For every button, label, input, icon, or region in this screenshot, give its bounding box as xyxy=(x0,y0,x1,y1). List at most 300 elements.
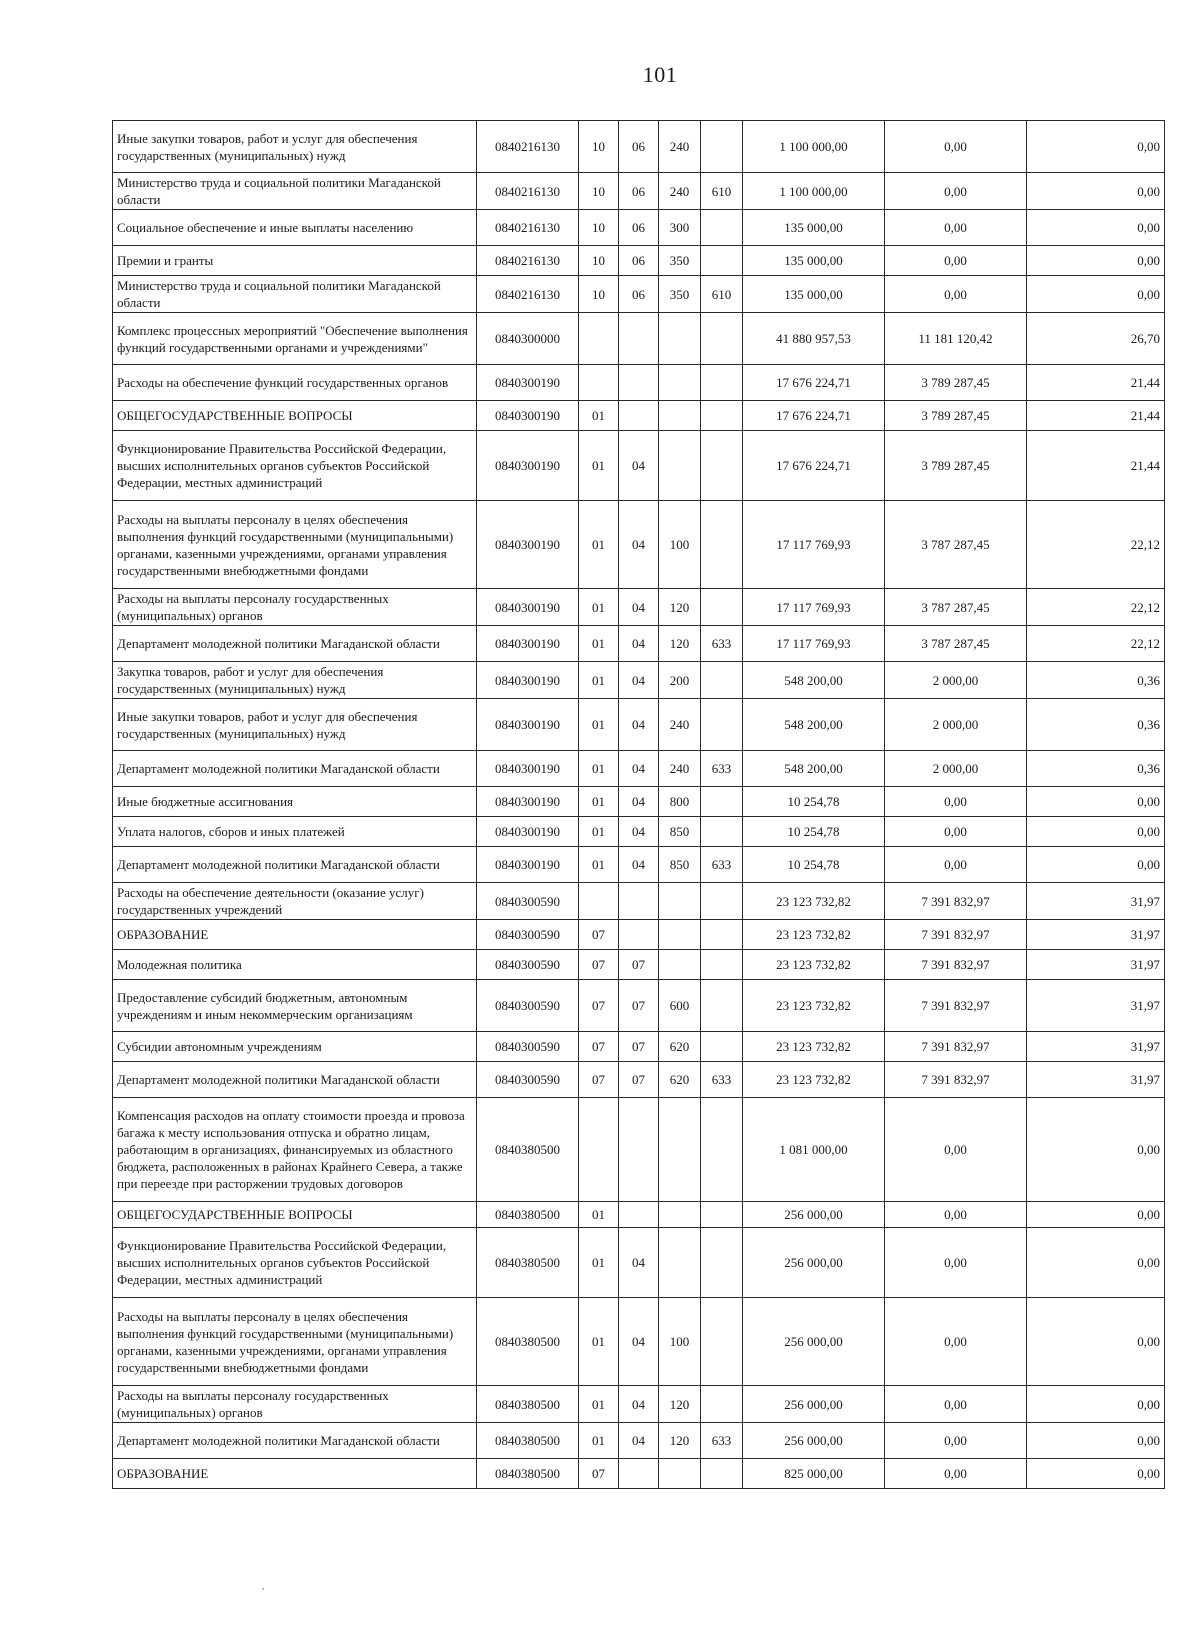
row-plan-amount-cell: 17 676 224,71 xyxy=(743,365,885,401)
row-target-code-cell: 0840300190 xyxy=(477,431,579,501)
row-executed-amount-cell: 0,00 xyxy=(885,1228,1027,1298)
row-administrator-cell xyxy=(701,1298,743,1386)
table-row xyxy=(113,980,1165,1032)
row-administrator-cell: 633 xyxy=(701,751,743,787)
row-subsection-cell: 04 xyxy=(619,847,659,883)
row-administrator-cell xyxy=(701,1098,743,1202)
row-expense-type-cell xyxy=(659,920,701,950)
row-expense-type-cell: 120 xyxy=(659,1423,701,1459)
row-executed-amount-cell: 0,00 xyxy=(885,1423,1027,1459)
row-subsection-cell: 04 xyxy=(619,699,659,751)
table-row xyxy=(113,1228,1165,1298)
row-name-cell: Департамент молодежной политики Магаданской области xyxy=(113,626,477,662)
row-administrator-cell xyxy=(701,401,743,431)
row-target-code-cell: 0840380500 xyxy=(477,1459,579,1489)
row-section-cell xyxy=(579,365,619,401)
row-percent-cell: 0,36 xyxy=(1027,662,1165,699)
row-executed-amount-cell: 2 000,00 xyxy=(885,699,1027,751)
row-administrator-cell xyxy=(701,365,743,401)
table-row xyxy=(113,920,1165,950)
row-percent-cell: 0,00 xyxy=(1027,1228,1165,1298)
row-percent-cell: 0,00 xyxy=(1027,817,1165,847)
row-section-cell: 01 xyxy=(579,699,619,751)
row-section-cell: 01 xyxy=(579,401,619,431)
row-executed-amount-cell: 7 391 832,97 xyxy=(885,883,1027,920)
row-administrator-cell: 633 xyxy=(701,847,743,883)
row-percent-cell: 22,12 xyxy=(1027,501,1165,589)
row-subsection-cell: 04 xyxy=(619,501,659,589)
row-executed-amount-cell: 3 787 287,45 xyxy=(885,589,1027,626)
row-section-cell: 01 xyxy=(579,589,619,626)
row-plan-amount-cell: 41 880 957,53 xyxy=(743,313,885,365)
row-plan-amount-cell: 10 254,78 xyxy=(743,847,885,883)
table-row xyxy=(113,501,1165,589)
row-section-cell: 01 xyxy=(579,751,619,787)
row-expense-type-cell: 240 xyxy=(659,121,701,173)
row-name-cell: Молодежная политика xyxy=(113,950,477,980)
table-row xyxy=(113,1202,1165,1228)
row-administrator-cell: 610 xyxy=(701,276,743,313)
row-subsection-cell xyxy=(619,883,659,920)
row-expense-type-cell: 200 xyxy=(659,662,701,699)
row-expense-type-cell: 100 xyxy=(659,501,701,589)
row-section-cell: 01 xyxy=(579,1423,619,1459)
row-executed-amount-cell: 0,00 xyxy=(885,1202,1027,1228)
row-expense-type-cell xyxy=(659,401,701,431)
row-percent-cell: 22,12 xyxy=(1027,626,1165,662)
row-plan-amount-cell: 548 200,00 xyxy=(743,751,885,787)
row-plan-amount-cell: 23 123 732,82 xyxy=(743,883,885,920)
row-target-code-cell: 0840380500 xyxy=(477,1202,579,1228)
row-expense-type-cell: 620 xyxy=(659,1032,701,1062)
row-executed-amount-cell: 11 181 120,42 xyxy=(885,313,1027,365)
row-plan-amount-cell: 17 676 224,71 xyxy=(743,401,885,431)
row-plan-amount-cell: 135 000,00 xyxy=(743,246,885,276)
row-subsection-cell: 06 xyxy=(619,121,659,173)
row-target-code-cell: 0840300190 xyxy=(477,699,579,751)
row-target-code-cell: 0840300190 xyxy=(477,847,579,883)
row-administrator-cell xyxy=(701,313,743,365)
row-target-code-cell: 0840216130 xyxy=(477,210,579,246)
row-subsection-cell xyxy=(619,1098,659,1202)
row-target-code-cell: 0840300190 xyxy=(477,626,579,662)
row-target-code-cell: 0840300590 xyxy=(477,950,579,980)
row-plan-amount-cell: 17 117 769,93 xyxy=(743,589,885,626)
row-section-cell: 10 xyxy=(579,210,619,246)
row-name-cell: Комплекс процессных мероприятий "Обеспечение выполнения функций государственными органами и учреждениями" xyxy=(113,313,477,365)
row-target-code-cell: 0840300190 xyxy=(477,662,579,699)
row-name-cell: Министерство труда и социальной политики Магаданской области xyxy=(113,173,477,210)
table-row xyxy=(113,1459,1165,1489)
row-administrator-cell xyxy=(701,589,743,626)
row-percent-cell: 0,00 xyxy=(1027,246,1165,276)
row-plan-amount-cell: 23 123 732,82 xyxy=(743,950,885,980)
row-percent-cell: 0,00 xyxy=(1027,121,1165,173)
row-expense-type-cell: 240 xyxy=(659,173,701,210)
row-section-cell: 10 xyxy=(579,173,619,210)
row-plan-amount-cell: 10 254,78 xyxy=(743,787,885,817)
row-plan-amount-cell: 23 123 732,82 xyxy=(743,1032,885,1062)
row-expense-type-cell xyxy=(659,1098,701,1202)
row-name-cell: ОБРАЗОВАНИЕ xyxy=(113,1459,477,1489)
row-section-cell: 07 xyxy=(579,980,619,1032)
row-section-cell: 01 xyxy=(579,626,619,662)
row-plan-amount-cell: 23 123 732,82 xyxy=(743,980,885,1032)
row-subsection-cell xyxy=(619,920,659,950)
row-percent-cell: 21,44 xyxy=(1027,401,1165,431)
table-row xyxy=(113,950,1165,980)
row-expense-type-cell xyxy=(659,950,701,980)
row-target-code-cell: 0840380500 xyxy=(477,1298,579,1386)
table-row xyxy=(113,626,1165,662)
row-percent-cell: 31,97 xyxy=(1027,883,1165,920)
row-section-cell: 07 xyxy=(579,1032,619,1062)
row-percent-cell: 0,36 xyxy=(1027,751,1165,787)
table-row xyxy=(113,699,1165,751)
row-target-code-cell: 0840300190 xyxy=(477,401,579,431)
row-name-cell: Расходы на обеспечение функций государственных органов xyxy=(113,365,477,401)
row-plan-amount-cell: 135 000,00 xyxy=(743,276,885,313)
row-name-cell: Социальное обеспечение и иные выплаты населению xyxy=(113,210,477,246)
row-plan-amount-cell: 548 200,00 xyxy=(743,699,885,751)
row-subsection-cell xyxy=(619,401,659,431)
row-percent-cell: 0,00 xyxy=(1027,847,1165,883)
row-target-code-cell: 0840300590 xyxy=(477,920,579,950)
row-target-code-cell: 0840300590 xyxy=(477,883,579,920)
row-name-cell: Закупка товаров, работ и услуг для обеспечения государственных (муниципальных) нужд xyxy=(113,662,477,699)
row-executed-amount-cell: 3 789 287,45 xyxy=(885,401,1027,431)
row-plan-amount-cell: 1 081 000,00 xyxy=(743,1098,885,1202)
row-name-cell: Иные закупки товаров, работ и услуг для обеспечения государственных (муниципальных) нужд xyxy=(113,121,477,173)
row-administrator-cell xyxy=(701,1459,743,1489)
row-plan-amount-cell: 1 100 000,00 xyxy=(743,173,885,210)
row-administrator-cell xyxy=(701,787,743,817)
row-name-cell: Расходы на выплаты персоналу в целях обеспечения выполнения функций государственными (муниципальными) органами, казенными учреждениями, органами управления государственными внебюджетными фондами xyxy=(113,1298,477,1386)
row-expense-type-cell: 850 xyxy=(659,817,701,847)
table-row xyxy=(113,1298,1165,1386)
row-percent-cell: 31,97 xyxy=(1027,950,1165,980)
row-name-cell: Уплата налогов, сборов и иных платежей xyxy=(113,817,477,847)
row-executed-amount-cell: 0,00 xyxy=(885,1298,1027,1386)
row-plan-amount-cell: 825 000,00 xyxy=(743,1459,885,1489)
row-name-cell: Расходы на выплаты персоналу в целях обеспечения выполнения функций государственными (муниципальными) органами, казенными учреждениями, органами управления государственными внебюджетными фондами xyxy=(113,501,477,589)
row-section-cell: 10 xyxy=(579,246,619,276)
row-executed-amount-cell: 0,00 xyxy=(885,121,1027,173)
row-target-code-cell: 0840300590 xyxy=(477,1062,579,1098)
row-subsection-cell: 04 xyxy=(619,1228,659,1298)
row-executed-amount-cell: 0,00 xyxy=(885,246,1027,276)
row-percent-cell: 31,97 xyxy=(1027,920,1165,950)
row-name-cell: Премии и гранты xyxy=(113,246,477,276)
row-executed-amount-cell: 0,00 xyxy=(885,276,1027,313)
row-plan-amount-cell: 23 123 732,82 xyxy=(743,920,885,950)
row-name-cell: Департамент молодежной политики Магаданской области xyxy=(113,1062,477,1098)
row-administrator-cell: 633 xyxy=(701,1062,743,1098)
table-row xyxy=(113,173,1165,210)
row-expense-type-cell xyxy=(659,431,701,501)
row-percent-cell: 26,70 xyxy=(1027,313,1165,365)
row-percent-cell: 0,00 xyxy=(1027,787,1165,817)
row-expense-type-cell: 240 xyxy=(659,751,701,787)
scan-speck xyxy=(262,1588,264,1590)
row-expense-type-cell xyxy=(659,1202,701,1228)
row-subsection-cell: 07 xyxy=(619,950,659,980)
row-subsection-cell: 06 xyxy=(619,173,659,210)
row-subsection-cell xyxy=(619,313,659,365)
row-executed-amount-cell: 0,00 xyxy=(885,1386,1027,1423)
row-name-cell: Функционирование Правительства Российской Федерации, высших исполнительных органов субъектов Российской Федерации, местных администраций xyxy=(113,431,477,501)
row-name-cell: Иные закупки товаров, работ и услуг для обеспечения государственных (муниципальных) нужд xyxy=(113,699,477,751)
row-administrator-cell xyxy=(701,980,743,1032)
table-row xyxy=(113,121,1165,173)
row-administrator-cell xyxy=(701,950,743,980)
row-plan-amount-cell: 17 117 769,93 xyxy=(743,626,885,662)
row-section-cell xyxy=(579,313,619,365)
row-expense-type-cell: 350 xyxy=(659,276,701,313)
row-section-cell: 07 xyxy=(579,1062,619,1098)
table-row xyxy=(113,210,1165,246)
row-expense-type-cell: 300 xyxy=(659,210,701,246)
row-target-code-cell: 0840300190 xyxy=(477,589,579,626)
table-row xyxy=(113,662,1165,699)
row-name-cell: Расходы на выплаты персоналу государственных (муниципальных) органов xyxy=(113,1386,477,1423)
row-percent-cell: 0,00 xyxy=(1027,1298,1165,1386)
row-executed-amount-cell: 7 391 832,97 xyxy=(885,920,1027,950)
row-section-cell: 01 xyxy=(579,1228,619,1298)
row-plan-amount-cell: 17 117 769,93 xyxy=(743,501,885,589)
row-percent-cell: 0,00 xyxy=(1027,1386,1165,1423)
table-row xyxy=(113,1423,1165,1459)
row-expense-type-cell: 120 xyxy=(659,589,701,626)
row-administrator-cell: 633 xyxy=(701,1423,743,1459)
row-administrator-cell xyxy=(701,883,743,920)
row-administrator-cell xyxy=(701,817,743,847)
row-plan-amount-cell: 256 000,00 xyxy=(743,1423,885,1459)
row-subsection-cell: 04 xyxy=(619,1298,659,1386)
row-subsection-cell: 04 xyxy=(619,1386,659,1423)
row-target-code-cell: 0840216130 xyxy=(477,276,579,313)
row-target-code-cell: 0840380500 xyxy=(477,1098,579,1202)
row-administrator-cell xyxy=(701,431,743,501)
table-row xyxy=(113,847,1165,883)
row-section-cell: 01 xyxy=(579,1202,619,1228)
row-plan-amount-cell: 17 676 224,71 xyxy=(743,431,885,501)
row-plan-amount-cell: 135 000,00 xyxy=(743,210,885,246)
row-expense-type-cell: 850 xyxy=(659,847,701,883)
row-subsection-cell: 07 xyxy=(619,1062,659,1098)
row-expense-type-cell: 240 xyxy=(659,699,701,751)
table-row xyxy=(113,431,1165,501)
page-number-text: 101 xyxy=(642,62,678,87)
row-section-cell: 01 xyxy=(579,787,619,817)
row-name-cell: Департамент молодежной политики Магаданской области xyxy=(113,847,477,883)
row-expense-type-cell: 600 xyxy=(659,980,701,1032)
row-target-code-cell: 0840216130 xyxy=(477,121,579,173)
table-row xyxy=(113,817,1165,847)
row-expense-type-cell: 800 xyxy=(659,787,701,817)
row-target-code-cell: 0840300190 xyxy=(477,751,579,787)
row-executed-amount-cell: 0,00 xyxy=(885,210,1027,246)
row-name-cell: ОБЩЕГОСУДАРСТВЕННЫЕ ВОПРОСЫ xyxy=(113,1202,477,1228)
table-row xyxy=(113,276,1165,313)
row-section-cell: 07 xyxy=(579,950,619,980)
row-plan-amount-cell: 23 123 732,82 xyxy=(743,1062,885,1098)
row-administrator-cell: 633 xyxy=(701,626,743,662)
row-executed-amount-cell: 3 787 287,45 xyxy=(885,626,1027,662)
row-expense-type-cell xyxy=(659,883,701,920)
row-plan-amount-cell: 256 000,00 xyxy=(743,1298,885,1386)
row-section-cell: 01 xyxy=(579,501,619,589)
row-percent-cell: 0,00 xyxy=(1027,210,1165,246)
row-section-cell: 01 xyxy=(579,817,619,847)
row-subsection-cell: 04 xyxy=(619,431,659,501)
row-plan-amount-cell: 256 000,00 xyxy=(743,1386,885,1423)
row-section-cell: 01 xyxy=(579,847,619,883)
row-target-code-cell: 0840380500 xyxy=(477,1386,579,1423)
row-executed-amount-cell: 0,00 xyxy=(885,1098,1027,1202)
row-executed-amount-cell: 0,00 xyxy=(885,787,1027,817)
row-subsection-cell: 04 xyxy=(619,589,659,626)
row-administrator-cell xyxy=(701,246,743,276)
row-plan-amount-cell: 256 000,00 xyxy=(743,1228,885,1298)
row-section-cell: 01 xyxy=(579,431,619,501)
row-percent-cell: 0,00 xyxy=(1027,276,1165,313)
row-expense-type-cell: 350 xyxy=(659,246,701,276)
row-section-cell: 10 xyxy=(579,121,619,173)
row-administrator-cell xyxy=(701,210,743,246)
row-name-cell: Расходы на обеспечение деятельности (оказание услуг) государственных учреждений xyxy=(113,883,477,920)
row-subsection-cell: 07 xyxy=(619,1032,659,1062)
row-executed-amount-cell: 2 000,00 xyxy=(885,662,1027,699)
row-percent-cell: 0,00 xyxy=(1027,1423,1165,1459)
table-row xyxy=(113,589,1165,626)
row-target-code-cell: 0840300590 xyxy=(477,980,579,1032)
row-percent-cell: 31,97 xyxy=(1027,980,1165,1032)
row-percent-cell: 31,97 xyxy=(1027,1032,1165,1062)
row-target-code-cell: 0840300190 xyxy=(477,817,579,847)
table-row xyxy=(113,1098,1165,1202)
row-administrator-cell xyxy=(701,1386,743,1423)
row-subsection-cell: 04 xyxy=(619,751,659,787)
row-subsection-cell: 04 xyxy=(619,662,659,699)
row-plan-amount-cell: 548 200,00 xyxy=(743,662,885,699)
row-percent-cell: 0,00 xyxy=(1027,173,1165,210)
row-executed-amount-cell: 7 391 832,97 xyxy=(885,1062,1027,1098)
table-row xyxy=(113,313,1165,365)
row-section-cell: 07 xyxy=(579,920,619,950)
row-section-cell: 01 xyxy=(579,1298,619,1386)
row-section-cell xyxy=(579,883,619,920)
row-target-code-cell: 0840300190 xyxy=(477,365,579,401)
row-name-cell: Компенсация расходов на оплату стоимости проезда и провоза багажа к месту использования отпуска и обратно лицам, работающим в организациях, финансируемых из областного бюджета, расположенных в районах Крайнего Севера, а также при переезде при расторжении трудовых договоров xyxy=(113,1098,477,1202)
row-section-cell xyxy=(579,1098,619,1202)
row-plan-amount-cell: 10 254,78 xyxy=(743,817,885,847)
table-row xyxy=(113,365,1165,401)
row-name-cell: Функционирование Правительства Российской Федерации, высших исполнительных органов субъектов Российской Федерации, местных администраций xyxy=(113,1228,477,1298)
row-percent-cell: 21,44 xyxy=(1027,431,1165,501)
row-target-code-cell: 0840300190 xyxy=(477,501,579,589)
row-subsection-cell: 06 xyxy=(619,246,659,276)
row-subsection-cell: 06 xyxy=(619,276,659,313)
row-target-code-cell: 0840216130 xyxy=(477,173,579,210)
row-administrator-cell xyxy=(701,121,743,173)
row-executed-amount-cell: 3 789 287,45 xyxy=(885,365,1027,401)
row-expense-type-cell: 120 xyxy=(659,1386,701,1423)
row-percent-cell: 0,00 xyxy=(1027,1202,1165,1228)
row-section-cell: 10 xyxy=(579,276,619,313)
row-expense-type-cell: 100 xyxy=(659,1298,701,1386)
row-subsection-cell: 04 xyxy=(619,626,659,662)
row-executed-amount-cell: 2 000,00 xyxy=(885,751,1027,787)
row-subsection-cell: 06 xyxy=(619,210,659,246)
row-executed-amount-cell: 3 789 287,45 xyxy=(885,431,1027,501)
row-section-cell: 01 xyxy=(579,662,619,699)
row-executed-amount-cell: 7 391 832,97 xyxy=(885,980,1027,1032)
row-subsection-cell xyxy=(619,1202,659,1228)
row-expense-type-cell xyxy=(659,365,701,401)
row-administrator-cell xyxy=(701,699,743,751)
row-percent-cell: 0,36 xyxy=(1027,699,1165,751)
row-subsection-cell: 04 xyxy=(619,1423,659,1459)
row-percent-cell: 0,00 xyxy=(1027,1098,1165,1202)
table-row xyxy=(113,401,1165,431)
row-target-code-cell: 0840216130 xyxy=(477,246,579,276)
row-target-code-cell: 0840300000 xyxy=(477,313,579,365)
row-percent-cell: 22,12 xyxy=(1027,589,1165,626)
row-administrator-cell xyxy=(701,1228,743,1298)
table-row xyxy=(113,1062,1165,1098)
row-administrator-cell xyxy=(701,1032,743,1062)
row-name-cell: Предоставление субсидий бюджетным, автономным учреждениям и иным некоммерческим организациям xyxy=(113,980,477,1032)
row-target-code-cell: 0840300190 xyxy=(477,787,579,817)
row-name-cell: Расходы на выплаты персоналу государственных (муниципальных) органов xyxy=(113,589,477,626)
row-target-code-cell: 0840380500 xyxy=(477,1228,579,1298)
row-target-code-cell: 0840380500 xyxy=(477,1423,579,1459)
row-name-cell: Министерство труда и социальной политики Магаданской области xyxy=(113,276,477,313)
row-name-cell: Департамент молодежной политики Магаданской области xyxy=(113,1423,477,1459)
table-row xyxy=(113,246,1165,276)
row-percent-cell: 0,00 xyxy=(1027,1459,1165,1489)
row-executed-amount-cell: 7 391 832,97 xyxy=(885,950,1027,980)
row-administrator-cell xyxy=(701,1202,743,1228)
row-expense-type-cell xyxy=(659,1459,701,1489)
row-expense-type-cell xyxy=(659,313,701,365)
row-section-cell: 07 xyxy=(579,1459,619,1489)
row-subsection-cell xyxy=(619,1459,659,1489)
row-plan-amount-cell: 256 000,00 xyxy=(743,1202,885,1228)
row-name-cell: Департамент молодежной политики Магаданской области xyxy=(113,751,477,787)
row-name-cell: Иные бюджетные ассигнования xyxy=(113,787,477,817)
row-administrator-cell: 610 xyxy=(701,173,743,210)
row-plan-amount-cell: 1 100 000,00 xyxy=(743,121,885,173)
table-row xyxy=(113,751,1165,787)
row-executed-amount-cell: 7 391 832,97 xyxy=(885,1032,1027,1062)
row-name-cell: ОБЩЕГОСУДАРСТВЕННЫЕ ВОПРОСЫ xyxy=(113,401,477,431)
row-percent-cell: 21,44 xyxy=(1027,365,1165,401)
row-subsection-cell: 07 xyxy=(619,980,659,1032)
row-administrator-cell xyxy=(701,920,743,950)
row-administrator-cell xyxy=(701,501,743,589)
row-executed-amount-cell: 0,00 xyxy=(885,173,1027,210)
row-name-cell: Субсидии автономным учреждениям xyxy=(113,1032,477,1062)
row-executed-amount-cell: 0,00 xyxy=(885,817,1027,847)
budget-table-body xyxy=(113,121,1165,1489)
row-expense-type-cell: 120 xyxy=(659,626,701,662)
row-subsection-cell: 04 xyxy=(619,817,659,847)
table-row xyxy=(113,883,1165,920)
row-executed-amount-cell: 0,00 xyxy=(885,847,1027,883)
row-target-code-cell: 0840300590 xyxy=(477,1032,579,1062)
